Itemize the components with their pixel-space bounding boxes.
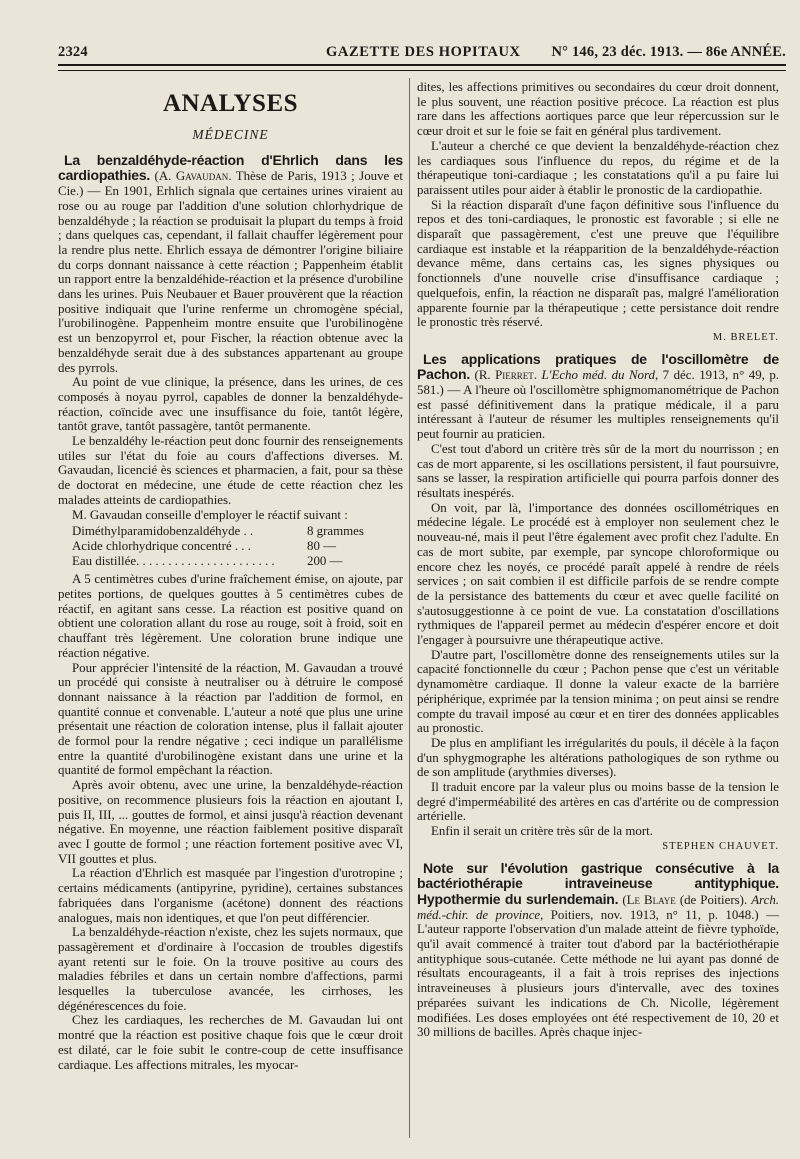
header-rule-thin [58,70,786,71]
article-2-signature: STEPHEN CHAUVET. [662,840,779,852]
article-2-paragraph: On voit, par là, l'importance des données oscillométriques en médecine légale. Le procédé est à employer non seulement chez le nouveau-né, mais il peut l'être également avec profit chez l'adulte. En cas de mort subite, par exemple, par syncope chloroformique ou encore chez les noyés, ce procédé paraît appelé à rendre de réels services ; on sait combien il est difficile parfois de se rendre compte de la persistance des battements du cœur et avec quelle facilité on s'autosuggestionne à ce point de vue. La constatation d'oscillations rythmiques de l'appareil permet au médecin d'espérer encore et doit l'engager à poursuivre une thérapeutique active. [417,500,779,648]
recipe-row [72,539,403,554]
recipe-quantity: 200 — [307,553,343,568]
article-1-paragraph-continued: dites, les affections primitives ou secondaires du cœur droit donnent, le plus souvent, une réaction positive précoce. La réaction est plus rare dans les affections aortiques parce que leur répercussion sur le cœur droit et sur le foie se fait en général plus tardivement. [417,80,779,139]
article-1-paragraph: Après avoir obtenu, avec une urine, la benzaldéhyde-réaction positive, on recommence plusieurs fois la réaction en ajoutant I, puis II, III, ... gouttes de formol, et ainsi jusqu'à réaction devenant négative. En moyenne, une réaction faiblement positive disparaît avec I goutte de formol ; une réaction fortement positive avec VI, VII gouttes et plus. [58,778,403,866]
article-2-paragraph: De plus en amplifiant les irrégularités du pouls, il décèle à la façon d'un sphygmographe les altérations pathologiques de son rythme ou de son amplitude (arythmies diverses). [417,735,779,780]
article-1-paragraph: M. Gavaudan conseille d'employer le réactif suivant : [72,507,348,522]
left-column [58,80,403,1072]
article-1-author: Gavaudan [175,169,229,184]
article-2-paragraph: Enfin il serait un critère très sûr de la mort. [431,824,653,839]
article-2-paragraph: Il traduit encore par la valeur plus ou moins basse de la tension le degré d'imperméabilité des artères en cas d'artérite ou de compression artérielle. [417,780,779,824]
article-2-paragraph: C'est tout d'abord un critère très sûr de la mort du nourrisson ; en cas de mort apparente, si les oscillations persistent, il faut poursuivre, sans se lasser, la respiration artificielle qui pourra parfois donner des résultats inespérés. [417,441,779,500]
article-2-heading: Les applications pratiques de l'oscillomètre de Pachon. (R. Pierret. L'Echo méd. du Nord, 7 déc. 1913, n° 49, p. 581.) — A l'heure où l'oscillomètre sphigmomanométrique de Pachon est passé définitivement dans la pratique médicale, il a paru intéressant à l'auteur de résumer les multiples renseignements qu'il peut fournir au praticien. [417,350,780,442]
article-2-journal: L'Echo méd. du Nord [541,368,655,383]
article-3-paragraph: L'auteur rapporte l'observation d'un malade atteint de fièvre typhoïde, qu'il avait commencé à traiter tout d'abord par la bactériothérapie antityphique sous-cutanée. Cette méthode ne lui ayant pas donné de résultats encourageants, il a fait à trois reprises des injections intraveineuses à plusieurs jours d'intervalle, avec des toxines préparées suivant les indications de Ch. Nicolle, légèrement modifiées. Les doses employées ont été respectivement de 10, 20 et 30 millions de bacilles. Après chaque injec- [417,922,779,1040]
article-1-paragraph: La benzaldéhyde-réaction n'existe, chez les sujets normaux, que passagèrement et d'ordinaire à l'occasion de troubles digestifs ayant retenti sur le foie. On la trouve positive au cours des maladies fébriles et dans un certain nombre d'affections, parmi lesquelles la tuberculose avancée, les cirrhoses, les dégénérescences du foie. [58,925,403,1013]
article-3-journal: Arch. méd.-chir. de province [417,892,779,922]
recipe-ingredient: Acide chlorhydrique concentré . . . [72,538,251,553]
article-1-paragraph: La réaction d'Ehrlich est masquée par l'ingestion d'urotropine ; certains médicaments (antipyrine, pyridine), certaines substances fabriquées dans l'organisme (acétone) donnent des réactions analogues, mais non identiques, et que l'on peut différencier. [58,866,403,925]
reagent-recipe [72,524,403,568]
article-1-source: Thèse de Paris, 1913 ; Jouve et Cie.) — [58,169,403,199]
column-divider [409,78,410,1138]
article-1-title: La benzaldéhyde-réaction d'Ehrlich dans les cardiopathies. [58,151,403,184]
article-2-paragraph: A l'heure où l'oscillomètre sphigmomanométrique de Pachon est passé définitivement dans la pratique médicale, il a paru intéressant à l'auteur de résumer les multiples renseignements qu'il peut fournir au praticien. [417,383,780,442]
recipe-quantity: 8 grammes [307,524,364,539]
article-1-paragraph: Le benzaldéhy le-réaction peut donc fournir des renseignements utiles sur l'état du foie au cours d'affections diverses. M. Gavaudan, licencié ès sciences et pharmacien, a fait, pour sa thèse de doctorat en médecine, une étude de cette réaction chez les malades atteints de cardiopathies. [58,434,403,507]
recipe-ingredient: Diméthylparamidobenzaldéhyde . . [72,524,254,539]
recipe-row [72,524,403,539]
article-3-author: Le Blaye [626,892,676,907]
article-1-paragraph-text: Si la réaction disparaît d'une façon définitive sous l'influence du repos et des toni-cardiaques, le pronostic est favorable ; si elle ne disparaît que passagèrement, c'est une preuve que l'équilibre cardiaque est instable et la réapparition de la benzaldéhyde-réaction devance même, dans certains cas, les signes physiques ou fonctionnels d'une nouvelle crise d'insuffisance cardiaque ; quelquefois, enfin, la réaction ne disparaît pas, malgré l'amélioration apparente fournie par la thérapeutique ; cette persistance doit rendre le pronostic très réservé. [417,197,779,330]
article-1-paragraph: A 5 centimètres cubes d'urine fraîchement émise, on ajoute, par petites portions, de quelques gouttes à 5 centimètres cubes de réactif, en agitant sans cesse. La réaction est positive quand on obtient une coloration allant du rose au rouge, soit à froid, soit en chauffant très légèrement. Une coloration brune indique une réaction négative. [58,572,403,660]
article-1-paragraph: Pour apprécier l'intensité de la réaction, M. Gavaudan a trouvé un procédé qui consiste à neutraliser ou à détruire le composé donnant naissance à la réaction par l'addition de formol, en quantité connue et convenable. L'auteur a noté que plus une urine présentait une réaction de coloration intense, plus il fallait ajouter de formol pour la rendre négative ; ceci indique un parallélisme entre la quantité d'urobilinogène existant dans une urine et la quantité de formol empêchant la réaction. [58,660,403,778]
right-column [417,80,779,1040]
article-1-signature: M. BRELET. [712,331,779,343]
recipe-quantity: 80 — [307,538,337,553]
article-1-paragraph: L'auteur a cherché ce que devient la benzaldéhyde-réaction chez les cardiaques sous l'influence du repos, du régime et de la thérapeutique toni-cardiaque ; les constatations qu'il a pu faire lui paraissent utiles pour aider à établir le pronostic de la cardiopathie. [417,138,779,197]
article-3-source-pre: (de Poitiers). [679,892,752,907]
article-2-source: , 7 déc. 1913, n° 49, p. 581.) — [417,368,780,398]
section-title: ANALYSES [162,90,299,117]
issue-info: N° 146, 23 déc. 1913. — 86e ANNÉE. [551,44,786,60]
recipe-ingredient: Eau distillée. . . . . . . . . . . . . . . . . . . . . . [72,553,275,568]
article-2-author: Pierret [495,368,534,383]
subsection-title: MÉDECINE [192,127,269,142]
page-header [58,40,786,66]
article-3-heading: Note sur l'évolution gastrique consécutive à la bactériothérapie intraveineuse antityphique. Hypothermie du surlendemain. (Le Blaye (de Poitiers). Arch. méd.-chir. de province, Poitiers, nov. 1913, n° 11, p. 1048.) — L'auteur rapporte l'observation d'un malade atteint de fièvre typhoïde, qu'il avait commencé à traiter tout d'abord par la bactériothérapie antityphique sous-cutanée. Cette méthode ne lui ayant pas donné de résultats encourageants, il a fait à trois reprises des injections intraveineuses à plusieurs jours d'intervalle, avec des toxines préparées suivant les indications de Ch. Nicolle, légèrement modifiées. Les doses employées ont été respectivement de 10, 20 et 30 millions de bacilles. Après chaque injec- [417,859,779,1040]
article-3-title: Note sur l'évolution gastrique consécutive à la bactériothérapie intraveineuse antityphique. Hypothermie du surlendemain. [417,859,779,907]
article-3-source: , Poitiers, nov. 1913, n° 11, p. 1048.) — [540,907,779,922]
article-2-paragraph: D'autre part, l'oscillomètre donne des renseignements utiles sur la capacité fonctionnelle du cœur ; Pachon pense que c'est un véritable dynamomètre cardiaque. Il donne la valeur exacte de la barrière périphérique, exprimée par la tension minima ; on peut ainsi se rendre compte du travail imposé au cœur et en tirer des données applicables au pronostic. [417,647,779,736]
journal-title: GAZETTE DES HOPITAUX [326,44,521,60]
article-1-paragraph [417,198,779,330]
article-1-paragraph: En 1901, Erhlich signala que certaines urines viraient au rose ou au rouge par l'addition d'une solution chlorhydrique de benzaldéhyde ; la réaction se produisait la plupart du temps à froid ; dans quelques cas, cependant, il fallait chauffer légèrement pour la rendre plus nette. Ehrlich essaya de démontrer l'origine biliaire du corps donnant naissance à cette réaction ; Pappenheim établit un rapport entre la benzaldéhide-réaction et la présence d'urobiline dans les urines. Puis Neubauer et Bauer prouvèrent que la réaction positive indiquait que l'urine renferme un chromogène spécial, l'urobilinogène. Pappenheim montre ensuite que l'urobilinogène est un benzopyrrol et, pour Fischer, la réaction obtenue avec la benzaldéhyde serait due à des substances appartenant au groupe des pyrrols. [58,184,403,375]
recipe-row [72,554,403,569]
article-1-heading: La benzaldéhyde-réaction d'Ehrlich dans les cardiopathies. (A. Gavaudan. Thèse de Paris, 1913 ; Jouve et Cie.) — En 1901, Erhlich signala que certaines urines viraient au rose ou au rouge par l'addition d'une solution chlorhydrique de benzaldéhyde ; la réaction se produisait la plupart du temps à froid ; dans quelques cas, cependant, il fallait chauffer légèrement pour la rendre plus nette. Ehrlich essaya de démontrer l'origine biliaire du corps donnant naissance à cette réaction ; Pappenheim établit un rapport entre la benzaldéhide-réaction et la présence d'urobiline dans les urines. Puis Neubauer et Bauer prouvèrent que la réaction positive indiquait que l'urine renferme un chromogène spécial, l'urobilinogène. Pappenheim montre ensuite que l'urobilinogène est un benzopyrrol et, pour Fischer, la réaction obtenue avec la benzaldéhyde serait due à des substances appartenant au groupe des pyrrols. [58,151,403,375]
article-1-paragraph-split: Chez les cardiaques, les recherches de M. Gavaudan lui ont montré que la réaction est positive chaque fois que le cœur droit est dilaté, car le foie subit le contre-coup de cette insuffisance cardiaque. Les affections mitrales, les myocar- [58,1013,403,1072]
article-1-paragraph: Au point de vue clinique, la présence, dans les urines, de ces composés à noyau pyrrol, capables de donner la benzaldéhyde-réaction, coïncide avec une insuffisance du foie, tantôt légère, tantôt grave, tantôt passagère, tantôt permanente. [58,375,403,434]
header-rule-thick [58,64,786,66]
page-number: 2324 [58,44,88,60]
article-2-title: Les applications pratiques de l'oscillomètre de Pachon. [417,350,779,383]
